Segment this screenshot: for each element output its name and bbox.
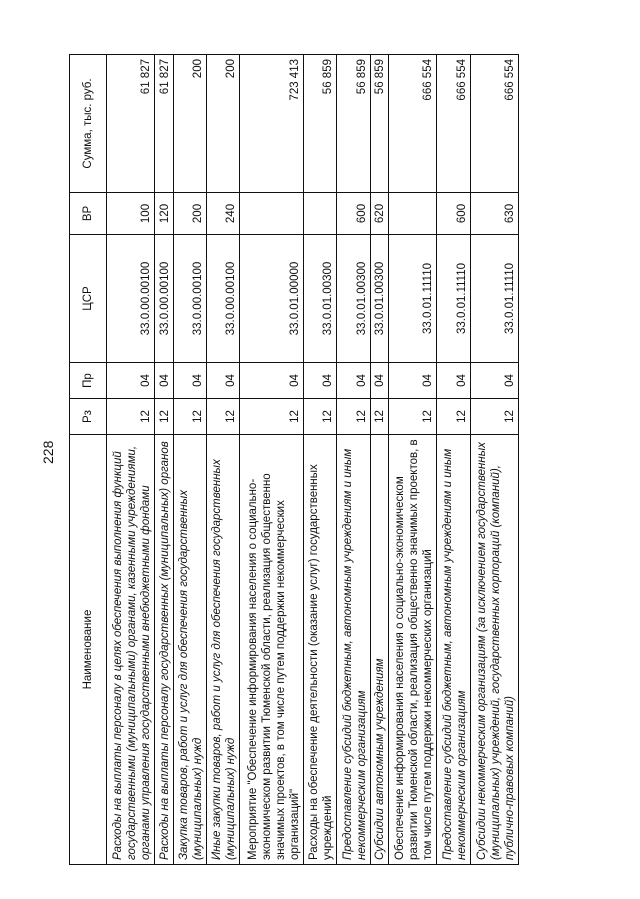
row-vr-cell [240, 193, 303, 235]
row-name-cell: Обеспечение информирования населения о социально-экономическом развитии Тюменской области, реализация общественно значимых проектов, в том числе путем поддержки некоммерческих организаций [388, 435, 436, 865]
row-csr-cell: 33.0.01.11110 [437, 235, 470, 363]
rotated-table-wrapper [69, 55, 519, 865]
row-sum-cell: 200 [207, 55, 240, 193]
row-vr-cell: 240 [207, 193, 240, 235]
row-pr-cell: 04 [303, 363, 336, 399]
row-rz-cell: 12 [437, 399, 470, 435]
header-vr: ВР [70, 193, 107, 235]
row-csr-cell: 33.0.00.00100 [107, 235, 155, 363]
row-rz-cell: 12 [370, 399, 388, 435]
row-csr-cell: 33.0.01.00300 [370, 235, 388, 363]
row-csr-cell: 33.0.00.00100 [173, 235, 206, 363]
budget-table [69, 54, 519, 865]
table-row [303, 55, 336, 865]
row-csr-cell: 33.0.00.00100 [155, 235, 173, 363]
row-rz-cell: 12 [155, 399, 173, 435]
table-header-row [70, 55, 107, 865]
row-vr-cell: 630 [470, 193, 518, 235]
row-vr-cell [303, 193, 336, 235]
row-vr-cell: 200 [173, 193, 206, 235]
row-csr-cell: 33.0.01.00000 [240, 235, 303, 363]
row-rz-cell: 12 [207, 399, 240, 435]
table-row [173, 55, 206, 865]
table-row [388, 55, 436, 865]
row-sum-cell: 666 554 [388, 55, 436, 193]
row-pr-cell: 04 [155, 363, 173, 399]
row-vr-cell: 100 [107, 193, 155, 235]
table-row [107, 55, 155, 865]
row-name-cell: Субсидии автономным учреждениям [370, 435, 388, 865]
row-rz-cell: 12 [303, 399, 336, 435]
row-name-cell: Расходы на выплаты персоналу в целях обеспечения выполнения функций государственными (муниципальными) органами, казенными учреждениями, органами управления государственными внебюджетными фондами [107, 435, 155, 865]
row-rz-cell: 12 [388, 399, 436, 435]
row-sum-cell: 666 554 [437, 55, 470, 193]
row-pr-cell: 04 [388, 363, 436, 399]
row-pr-cell: 04 [207, 363, 240, 399]
row-name-cell: Предоставление субсидий бюджетным, автономным учреждениям и иным некоммерческим организациям [437, 435, 470, 865]
row-sum-cell: 723 413 [240, 55, 303, 193]
header-rz: Рз [70, 399, 107, 435]
table-row [337, 55, 370, 865]
row-pr-cell: 04 [370, 363, 388, 399]
row-pr-cell: 04 [337, 363, 370, 399]
row-sum-cell: 56 859 [370, 55, 388, 193]
header-pr: Пр [70, 363, 107, 399]
row-pr-cell: 04 [173, 363, 206, 399]
row-pr-cell: 04 [107, 363, 155, 399]
row-pr-cell: 04 [437, 363, 470, 399]
row-vr-cell [388, 193, 436, 235]
header-name: Наименование [70, 435, 107, 865]
row-sum-cell: 56 859 [303, 55, 336, 193]
row-sum-cell: 200 [173, 55, 206, 193]
header-sum: Сумма, тыс. руб. [70, 55, 107, 193]
row-csr-cell: 33.0.01.11110 [470, 235, 518, 363]
page-number: 228 [40, 440, 56, 464]
table-row [470, 55, 518, 865]
row-pr-cell: 04 [240, 363, 303, 399]
table-row [370, 55, 388, 865]
table-row [207, 55, 240, 865]
table-row [240, 55, 303, 865]
header-csr: ЦСР [70, 235, 107, 363]
row-pr-cell: 04 [470, 363, 518, 399]
row-sum-cell: 61 827 [107, 55, 155, 193]
row-name-cell: Расходы на выплаты персоналу государственных (муниципальных) органов [155, 435, 173, 865]
row-sum-cell: 61 827 [155, 55, 173, 193]
row-csr-cell: 33.0.01.11110 [388, 235, 436, 363]
row-rz-cell: 12 [173, 399, 206, 435]
row-name-cell: Закупка товаров, работ и услуг для обеспечения государственных (муниципальных) нужд [173, 435, 206, 865]
row-csr-cell: 33.0.01.00300 [303, 235, 336, 363]
row-rz-cell: 12 [107, 399, 155, 435]
row-csr-cell: 33.0.01.00300 [337, 235, 370, 363]
row-name-cell: Предоставление субсидий бюджетным, автономным учреждениям и иным некоммерческим организациям [337, 435, 370, 865]
row-sum-cell: 666 554 [470, 55, 518, 193]
row-name-cell: Иные закупки товаров, работ и услуг для обеспечения государственных (муниципальных) нужд [207, 435, 240, 865]
row-rz-cell: 12 [337, 399, 370, 435]
row-rz-cell: 12 [470, 399, 518, 435]
row-name-cell: Мероприятие "Обеспечение информирования населения о социально-экономическом развитии Тюменской области, реализация общественно значимых проектов, в том числе путем поддержки некоммерческих организаций" [240, 435, 303, 865]
row-vr-cell: 600 [337, 193, 370, 235]
row-vr-cell: 620 [370, 193, 388, 235]
row-vr-cell: 600 [437, 193, 470, 235]
row-sum-cell: 56 859 [337, 55, 370, 193]
row-rz-cell: 12 [240, 399, 303, 435]
table-row [155, 55, 173, 865]
row-csr-cell: 33.0.00.00100 [207, 235, 240, 363]
row-name-cell: Субсидии некоммерческим организациям (за исключением государственных (муниципальных) учреждений, государственных корпораций (компаний), публично-правовых компаний) [470, 435, 518, 865]
row-vr-cell: 120 [155, 193, 173, 235]
table-row [437, 55, 470, 865]
row-name-cell: Расходы на обеспечение деятельности (оказание услуг) государственных учреждений [303, 435, 336, 865]
